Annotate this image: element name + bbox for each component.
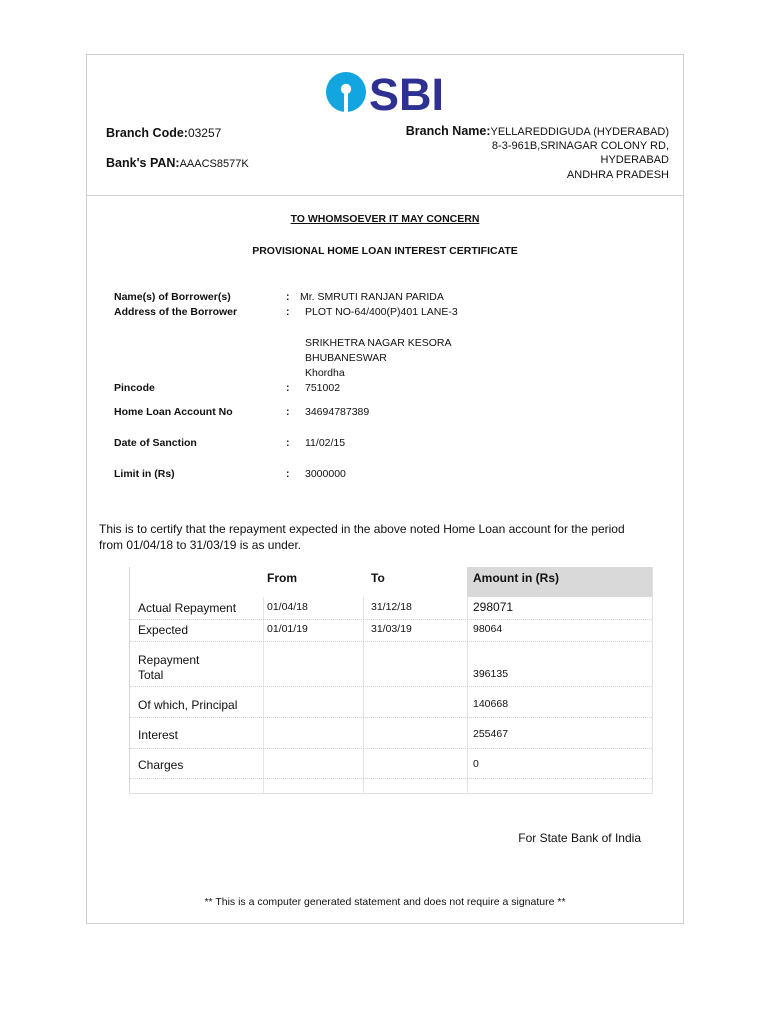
sanction-date-label: Date of Sanction — [114, 437, 197, 449]
row-label-repayment: Repayment — [138, 653, 200, 667]
pincode-label: Pincode — [114, 382, 155, 394]
certificate-title: PROVISIONAL HOME LOAN INTEREST CERTIFICATE — [252, 245, 518, 257]
sbi-logo-text: SBI — [369, 69, 445, 115]
row-label-actual-repayment: Actual Repayment — [138, 601, 237, 615]
branch-address-line-3: ANDHRA PRADESH — [566, 169, 669, 181]
borrower-address-label: Address of the Borrower — [114, 306, 238, 318]
expected-amount: 98064 — [473, 623, 503, 635]
row-divider — [130, 686, 652, 687]
actual-from: 01/04/18 — [267, 601, 308, 613]
concern-title: TO WHOMSOEVER IT MAY CONCERN — [290, 213, 480, 225]
expected-from: 01/01/19 — [267, 623, 308, 635]
branch-name-label: Branch Name: — [405, 124, 491, 138]
sanction-date-value: 11/02/15 — [305, 437, 346, 449]
row-divider — [130, 641, 652, 642]
borrower-address-line-1: PLOT NO-64/400(P)401 LANE-3 — [305, 306, 458, 318]
account-value: 34694787389 — [305, 406, 370, 418]
branch-code-label: Branch Code: — [106, 126, 188, 140]
borrower-name-label: Name(s) of Borrower(s) — [114, 291, 231, 303]
limit-label: Limit in (Rs) — [114, 468, 175, 480]
statement-line-2: from 01/04/18 to 31/03/19 is as under. — [99, 538, 302, 552]
bank-pan-label: Bank's PAN: — [106, 156, 180, 170]
actual-amount: 298071 — [473, 600, 514, 614]
row-divider — [130, 748, 652, 749]
row-label-expected: Expected — [138, 623, 189, 637]
total-amount: 396135 — [473, 668, 509, 680]
colon: : — [286, 468, 290, 480]
principal-amount: 140668 — [473, 698, 509, 710]
statement-line-1: This is to certify that the repayment expected in the above noted Home Loan account for the period — [99, 522, 625, 536]
colon: : — [286, 382, 290, 394]
column-header-to: To — [371, 571, 385, 585]
branch-name — [406, 124, 669, 138]
colon: : — [286, 291, 290, 303]
bank-pan — [106, 154, 249, 172]
certificate-page — [86, 54, 684, 924]
limit-value: 3000000 — [305, 468, 346, 480]
row-label-principal: Of which, Principal — [138, 698, 238, 712]
colon: : — [286, 306, 290, 318]
colon: : — [286, 437, 290, 449]
row-label-charges: Charges — [138, 758, 184, 772]
branch-name-value: YELLAREDDIGUDA (HYDERABAD) — [490, 126, 669, 138]
charges-amount: 0 — [473, 758, 479, 770]
interest-amount: 255467 — [473, 728, 509, 740]
account-label: Home Loan Account No — [114, 406, 233, 418]
pincode-value: 751002 — [305, 382, 341, 394]
bank-pan-value: AAACS8577K — [179, 158, 249, 170]
branch-code — [106, 124, 221, 142]
branch-code-value: 03257 — [187, 126, 222, 140]
repayment-table — [129, 567, 653, 794]
expected-to: 31/03/19 — [371, 623, 412, 635]
row-label-interest: Interest — [138, 728, 179, 742]
row-label-total: Total — [138, 668, 164, 682]
borrower-address-line-4: Khordha — [305, 367, 345, 379]
borrower-address-line-2: SRIKHETRA NAGAR KESORA — [305, 337, 452, 349]
column-header-from: From — [267, 571, 297, 585]
column-divider — [363, 597, 364, 793]
actual-to: 31/12/18 — [371, 601, 412, 613]
row-divider — [130, 778, 652, 779]
row-divider — [130, 717, 652, 718]
borrower-name: Mr. SMRUTI RANJAN PARIDA — [300, 291, 444, 303]
column-header-amount: Amount in (Rs) — [473, 571, 559, 585]
colon: : — [286, 406, 290, 418]
sbi-logo — [325, 69, 447, 115]
borrower-address-line-3: BHUBANESWAR — [305, 352, 387, 364]
header-divider — [87, 195, 683, 196]
column-divider — [263, 597, 264, 793]
column-divider — [467, 597, 468, 793]
signature-line: For State Bank of India — [518, 831, 641, 845]
branch-address-line-1: 8-3-961B,SRINAGAR COLONY RD, — [491, 140, 669, 152]
branch-address-line-2: HYDERABAD — [600, 154, 669, 166]
row-divider — [130, 619, 652, 620]
footer-note: ** This is a computer generated statement and does not require a signature ** — [204, 896, 566, 908]
